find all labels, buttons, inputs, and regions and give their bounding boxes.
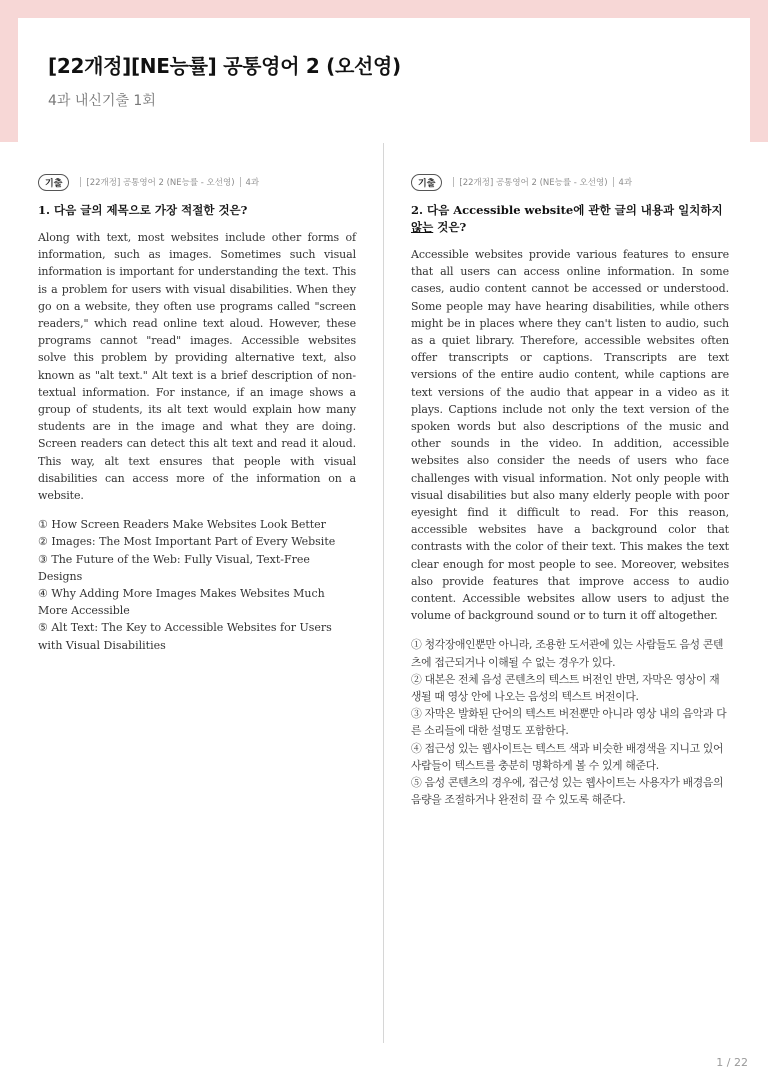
header-frame-top <box>0 0 768 18</box>
question-2 <box>411 172 729 809</box>
question-2-passage: Accessible websites provide various features to ensure that all users can access online information. In some cases, audio content cannot be accessed or understood. Some people may have hearing disabilities, while others might be in places where they can't listen to audio, such as a quiet library. Therefore, accessible websites often offer transcripts or captions. Transcripts are text versions of the entire audio content, while captions are text versions of the audio that appear in a video as it plays. Captions include not only the text version of the spoken words but also descriptions of the music and other sounds in the video. In addition, accessible websites also consider the needs of users who face challenges with visual information. Not only people with visual disabilities but also many elderly people with poor eyesight find it difficult to read. For this reason, accessible websites have a background color that contrasts with the color of their text. This makes the text clear enough for most people to see. Moreover, websites also provide features that improve access to audio content. Accessible websites allow users to adjust the volume of background sound or to turn it off altogether. <box>411 248 729 623</box>
question-1-tag: 기출 <box>38 174 69 191</box>
question-1-meta <box>38 172 356 192</box>
question-1-title <box>38 202 356 219</box>
question-2-option-1[interactable]: ① 청각장애인뿐만 아니라, 조용한 도서관에 있는 사람들도 음성 콘텐츠에 접근되거나 이해될 수 없는 경우가 있다. <box>411 638 724 669</box>
column-divider <box>383 143 384 1043</box>
question-2-option-4[interactable]: ④ 접근성 있는 웹사이트는 텍스트 색과 비슷한 배경색을 지니고 있어 사람들이 텍스트를 충분히 명확하게 볼 수 있게 해준다. <box>411 741 724 772</box>
header-frame-left <box>0 0 18 142</box>
question-1-options <box>38 516 356 654</box>
header-frame-right <box>750 0 768 142</box>
question-2-title-underlined: 않는 <box>411 220 434 234</box>
meta-separator <box>453 177 454 187</box>
meta-separator <box>80 177 81 187</box>
question-1 <box>38 172 356 654</box>
question-1-title-text: 1. 다음 글의 제목으로 가장 적절한 것은? <box>38 203 248 217</box>
document-title: [22개정][NE능률] 공통영어 2 (오선영) <box>48 54 401 78</box>
question-1-option-1[interactable]: ① How Screen Readers Make Websites Look Better <box>38 518 326 532</box>
question-1-passage: Along with text, most websites include other forms of information, such as images. Sometimes such visual information is important for understanding the text. This is a problem for users with visual disabilities. When they go on a website, they often use programs called "screen readers," which read online text aloud. However, these programs cannot "read" images. Accessible websites solve this problem by providing alternative text, also known as "alt text." Alt text is a brief description of non-textual information. For instance, if an image shows a group of students, its alt text would explain how many students are in the image and what they are doing. Screen readers can detect this alt text and read it aloud. This way, alt text ensures that people with visual disabilities can access more of the information on a website. <box>38 231 356 503</box>
question-2-options <box>411 636 729 808</box>
header-box <box>18 18 750 142</box>
question-1-lesson: 4과 <box>245 178 260 188</box>
question-1-option-5[interactable]: ⑤ Alt Text: The Key to Accessible Websites for Users with Visual Disabilities <box>38 621 332 652</box>
meta-separator <box>240 177 241 187</box>
question-2-tag: 기출 <box>411 174 442 191</box>
question-2-option-2[interactable]: ② 대본은 전체 음성 콘텐츠의 텍스트 버전인 반면, 자막은 영상이 재생될 때 영상 안에 나오는 음성의 텍스트 버전이다. <box>411 672 720 704</box>
question-2-source: [22개정] 공통영어 2 (NE능률 - 오선영) <box>459 178 608 188</box>
question-2-meta <box>411 172 729 192</box>
document-subtitle: 4과 내신기출 1회 <box>48 93 156 109</box>
question-2-option-5[interactable]: ⑤ 음성 콘텐츠의 경우에, 접근성 있는 웹사이트는 사용자가 배경음의 음량을 조절하거나 완전히 끌 수 있도록 해준다. <box>411 776 724 807</box>
question-2-title-text: 2. 다음 Accessible website에 관한 글의 내용과 일치하지 <box>411 203 723 217</box>
question-2-lesson: 4과 <box>618 178 633 188</box>
question-1-source: [22개정] 공통영어 2 (NE능률 - 오선영) <box>86 178 235 188</box>
meta-separator <box>613 177 614 187</box>
question-2-option-3[interactable]: ③ 자막은 발화된 단어의 텍스트 버전뿐만 아니라 영상 내의 음악과 다른 소리들에 대한 설명도 포함한다. <box>411 707 727 738</box>
question-1-option-2[interactable]: ② Images: The Most Important Part of Every Website <box>38 535 336 549</box>
question-1-option-3[interactable]: ③ The Future of the Web: Fully Visual, Text-Free Designs <box>38 552 310 583</box>
question-1-option-4[interactable]: ④ Why Adding More Images Makes Websites Much More Accessible <box>38 587 325 618</box>
question-2-title-suffix: 것은? <box>433 220 467 234</box>
question-2-title <box>411 202 729 236</box>
page-number: 1 / 22 <box>716 1056 748 1069</box>
